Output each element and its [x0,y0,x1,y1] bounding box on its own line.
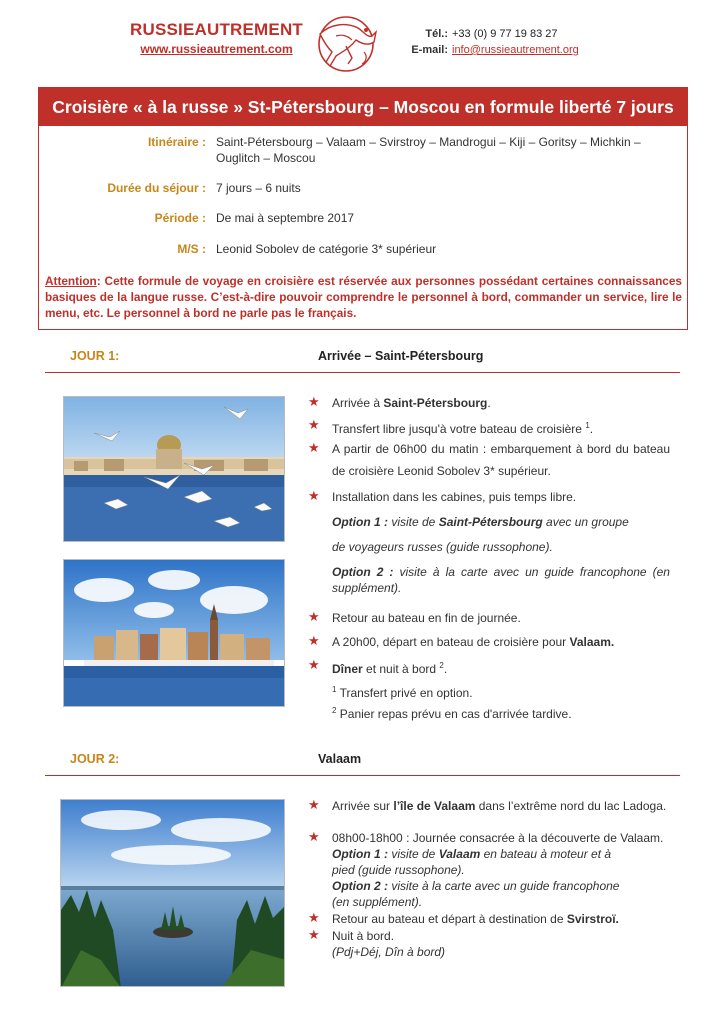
day1-header [45,343,680,373]
day2-item-1-text: Arrivée sur [332,799,394,813]
day2-item-4-text: Nuit à bord. [332,929,395,943]
day2-item-1-bold: l’île de Valaam [393,799,476,813]
day1-item-1-end: . [487,396,491,410]
footnote-1-text: Transfert privé en option. [336,686,473,700]
duration-value: 7 jours – 6 nuits [216,181,301,195]
footnote-2-text: Panier repas prévu en cas d'arrivée tardive. [336,707,572,721]
itinerary-value [216,134,666,166]
day1-option-2-text: visite à la carte avec un guide francophone (en supplément). [332,565,670,595]
brand-name: RUSSIEAUTREMENT [130,20,304,39]
itinerary-label: Itinéraire : [147,135,206,149]
day1-item-2-text: Transfert libre jusqu'à votre bateau de croisière [332,422,582,436]
day1-item-3-text: A partir de 06h00 du matin : embarquement à bord du bateau de croisière Leonid Sobolev 3* supérieur. [332,442,670,478]
email-link[interactable]: info@russieautrement.org [452,44,579,56]
attention-text: : Cette formule de voyage en croisière est réservée aux personnes possédant certaines connaissances basiques de la langue russe. C’est-à-dire pouvoir comprendre le personnel à bord, commander un service, lire le menu, etc. Le personnel à bord ne parle pas le français. [45,274,682,320]
footnote-1-num: 1 [332,685,337,694]
attention-notice [45,273,682,321]
star-icon: ★ [308,829,320,844]
day1-label: JOUR 1: [70,349,120,363]
day2-option-1-bold: Valaam [438,847,481,861]
day1-item-5-text: Retour au bateau en fin de journée. [332,611,521,625]
day2-option-2-line2: (en supplément). [332,895,423,909]
day2-option-1-label: Option 1 : [332,847,388,861]
day2-option-1-pre: visite de [388,847,439,861]
day1-item-7-end: . [443,662,448,676]
day2-item-1-end: dans l’extrême nord du lac Ladoga. [475,799,667,813]
day2-option-2 [332,878,670,910]
attention-word: Attention [45,274,97,288]
day1-item-6-text: A 20h00, départ en bateau de croisière pour [332,635,570,649]
footnote-2 [332,703,670,722]
ship-value: Leonid Sobolev de catégorie 3* supérieur [216,242,437,256]
day1-itinerary [308,393,670,728]
tel-label: Tél.: [425,28,448,40]
itinerary-line-1: Saint-Pétersbourg – Valaam – Svirstroy – Mandrogui – Kiji – Goritsy – Michkin – [216,135,641,149]
day2-item-3-text: Retour au bateau et départ à destination de [332,912,567,926]
photo-valaam-island [60,799,285,987]
page-title: Croisière « à la russe » St-Pétersbourg – Moscou en formule liberté 7 jours [39,88,687,126]
star-icon: ★ [308,910,320,925]
day2-label: JOUR 2: [70,752,120,766]
photo-st-petersburg-waterfront [63,559,285,707]
itinerary-line-2: Ouglitch – Moscou [216,151,316,165]
star-icon: ★ [308,394,320,409]
day2-option-1 [332,846,670,878]
day2-item-2-text: 08h00-18h00 : Journée consacrée à la découverte de Valaam. [332,831,664,845]
star-icon: ★ [308,609,320,624]
period-value: De mai à septembre 2017 [216,211,355,225]
day2-option-2-text: visite à la carte avec un guide francophone [388,879,620,893]
day1-item-4-text: Installation dans les cabines, puis temps libre. [332,490,577,504]
day2-option-1-line2: pied (guide russophone). [332,863,465,877]
tel-value: +33 (0) 9 77 19 83 27 [452,28,558,40]
logo-icon [306,12,386,74]
period-label: Période : [154,211,206,225]
photo-st-petersburg-seagulls [63,396,285,542]
day1-item-6-bold: Valaam. [569,635,615,649]
star-icon: ★ [308,927,320,942]
info-box [38,87,688,330]
star-icon: ★ [308,657,320,672]
day1-title: Arrivée – Saint-Pétersbourg [318,349,484,363]
star-icon: ★ [308,440,320,455]
star-icon: ★ [308,417,320,432]
brand-block [130,20,303,56]
day1-item-7-text: et nuit à bord [362,662,437,676]
day2-option-2-label: Option 2 : [332,879,388,893]
footnote-1 [332,682,670,701]
day1-option-1-line2: de voyageurs russes (guide russophone). [332,540,553,554]
day1-option-2-label: Option 2 : [332,565,394,579]
day1-item-1-bold: Saint-Pétersbourg [383,396,488,410]
day1-option-1 [332,514,670,564]
star-icon: ★ [308,633,320,648]
star-icon: ★ [308,797,320,812]
day1-option-1-post: avec un groupe [542,515,629,529]
footnote-ref-2: 2 [439,661,444,670]
day2-header [45,746,680,776]
day2-item-3-bold: Svirstroï. [566,912,619,926]
day1-item-2-end: . [589,422,594,436]
day2-itinerary [308,796,670,966]
footnote-2-num: 2 [332,706,337,715]
website-link[interactable]: www.russieautrement.com [140,42,293,56]
day1-option-2 [332,564,670,596]
star-icon: ★ [308,488,320,503]
contact-block [410,26,579,58]
day1-item-1-text: Arrivée à [332,396,384,410]
email-label: E-mail: [411,44,448,56]
day1-option-1-bold: Saint-Pétersbourg [438,515,543,529]
footnote-ref-1: 1 [585,421,590,430]
day1-item-7-bold: Dîner [332,662,363,676]
day1-option-1-label: Option 1 : [332,515,388,529]
day2-title: Valaam [318,752,362,766]
ship-label: M/S : [177,242,206,256]
day2-option-1-post: en bateau à moteur et à [480,847,612,861]
day1-option-1-pre: visite de [388,515,439,529]
day2-meals: (Pdj+Déj, Dîn à bord) [332,945,446,959]
duration-label: Durée du séjour : [107,181,206,195]
